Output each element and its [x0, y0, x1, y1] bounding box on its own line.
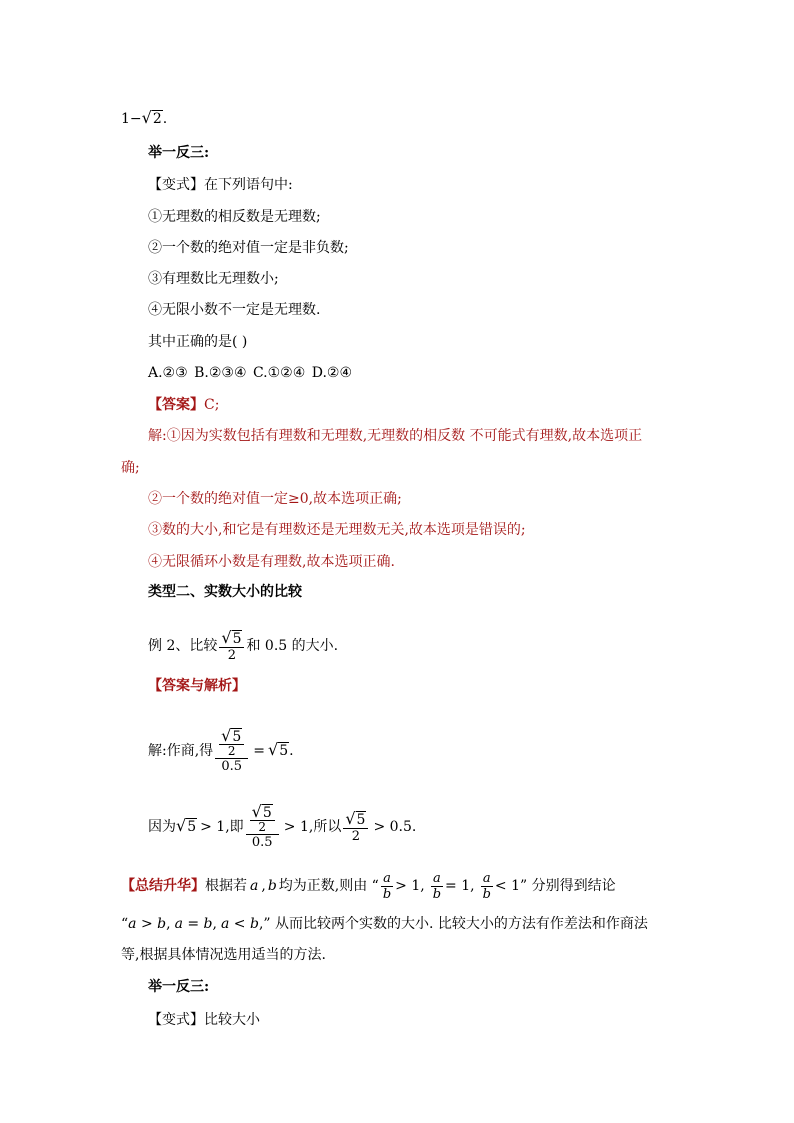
numerator-a: a	[433, 870, 441, 886]
denominator-0-5: 0.5	[221, 758, 243, 774]
radicand-5: 5	[232, 630, 242, 647]
sqrt-2: √2	[141, 108, 162, 127]
comma: ,	[261, 878, 266, 894]
fraction-a-over-b	[481, 871, 493, 902]
compound-fraction: $\frac{\frac{√5}{2}}{0.5}$	[215, 729, 248, 774]
var-b: b	[267, 878, 277, 894]
top-expression	[121, 108, 167, 129]
comma: ,	[470, 878, 475, 894]
summary-text: ” 分别得到结论	[520, 878, 616, 894]
radicand-5: 5	[356, 811, 366, 828]
minus-sign: −	[129, 111, 142, 127]
summary-line-2	[121, 914, 648, 934]
answer-value: C;	[204, 397, 220, 413]
radicand-5: 5	[262, 804, 272, 821]
number-one: 1	[121, 111, 130, 127]
bian-shi-prompt: 【变式】在下列语句中:	[148, 177, 293, 193]
var-a: a	[250, 878, 259, 894]
solution-4: ④无限循环小数是有理数,故本选项正确.	[148, 554, 395, 570]
answer-line	[148, 395, 219, 415]
radicand: 2	[152, 111, 162, 127]
relation-a-eq-b: a = b	[174, 916, 213, 932]
because-line	[148, 796, 416, 857]
period: .	[411, 819, 417, 835]
greater-than-half: > 0.5	[373, 819, 412, 835]
answer-analysis-heading: 【答案与解析】	[148, 678, 246, 694]
statement-3: ③有理数比无理数小;	[148, 271, 279, 287]
solution-quotient-line	[148, 720, 294, 781]
radicand-5: 5	[187, 819, 197, 835]
relation-a-gt-b: a > b	[128, 916, 167, 932]
ju-yi-fan-san-heading-2: 举一反三:	[148, 979, 210, 995]
relation-a-lt-b: a < b	[220, 916, 259, 932]
statement-1: ①无理数的相反数是无理数;	[148, 209, 321, 225]
period: .	[289, 743, 294, 759]
example-2-line	[148, 626, 338, 666]
solution-prefix: 解:作商,得	[148, 743, 214, 759]
solution-2: ②一个数的绝对值一定≥0,故本选项正确;	[148, 491, 402, 507]
solution-1b: 确;	[121, 460, 140, 476]
sqrt-5: √5	[176, 816, 197, 835]
period: .	[162, 111, 168, 127]
ju-yi-fan-san-heading: 举一反三:	[148, 145, 210, 161]
equals-one: = 1	[445, 878, 471, 894]
denominator-2: 2	[351, 828, 361, 844]
denominator-b: b	[382, 886, 392, 902]
comma: ,	[166, 916, 171, 932]
greater-than-one: > 1	[200, 819, 226, 835]
summary-line-1	[121, 866, 616, 906]
because-text: 因为	[148, 819, 176, 835]
equals-sign: =	[253, 743, 266, 759]
fraction-a-over-b	[431, 871, 443, 902]
comma-ji: ,即	[225, 819, 244, 835]
open-quote: “	[121, 916, 129, 932]
comma: ,	[420, 878, 425, 894]
denominator-2: 2	[227, 743, 236, 758]
options-text: A.②③ B.②③④ C.①②④ D.②④	[148, 365, 352, 381]
fraction-a-over-b	[381, 871, 393, 902]
numerator-a: a	[383, 870, 391, 886]
statement-4: ④无限小数不一定是无理数.	[148, 302, 321, 318]
greater-than-one: > 1	[395, 878, 421, 894]
statement-2: ②一个数的绝对值一定是非负数;	[148, 240, 349, 256]
greater-than-one: > 1	[283, 819, 309, 835]
answer-label: 【答案】	[148, 397, 204, 413]
bian-shi-compare: 【变式】比较大小	[148, 1012, 260, 1028]
question-text: 其中正确的是( )	[148, 334, 248, 350]
summary-text: ,” 从而比较两个实数的大小. 比较大小的方法有作差法和作商法	[258, 916, 648, 932]
solution-1a: 解:①因为实数包括有理数和无理数,无理数的相反数 不可能式有理数,故本选项正	[148, 428, 643, 444]
example-suffix: 和 0.5 的大小.	[246, 638, 339, 654]
denominator-2: 2	[258, 819, 267, 834]
denominator-0-5: 0.5	[251, 834, 273, 850]
radicand-5: 5	[232, 728, 242, 745]
summary-text: 均为正数,则由 “	[278, 878, 379, 894]
denominator-b: b	[482, 886, 491, 902]
denominator-b: b	[432, 886, 442, 902]
denominator-2: 2	[227, 647, 237, 663]
summary-text: 根据若	[205, 878, 247, 894]
numerator-a: a	[482, 870, 491, 886]
compound-fraction: $\frac{\frac{√5}{2}}{0.5}$	[246, 805, 279, 850]
sqrt-5: √5	[268, 740, 289, 759]
fraction-sqrt5-over-2: $\frac{√5}{2}$	[219, 630, 244, 663]
solution-3: ③数的大小,和它是有理数还是无理数无关,故本选项是错误的;	[148, 522, 526, 538]
type-two-title: 类型二、实数大小的比较	[148, 584, 302, 600]
summary-label: 【总结升华】	[121, 878, 205, 894]
comma-suoyi: ,所以	[308, 819, 342, 835]
comma: ,	[212, 916, 217, 932]
less-than-one: < 1	[494, 878, 521, 894]
fraction-sqrt5-over-2: $\frac{√5}{2}$	[343, 811, 368, 844]
example-prefix: 例 2、比较	[148, 638, 218, 654]
summary-line-3: 等,根据具体情况选用适当的方法.	[121, 947, 326, 963]
radicand-5: 5	[279, 743, 289, 759]
